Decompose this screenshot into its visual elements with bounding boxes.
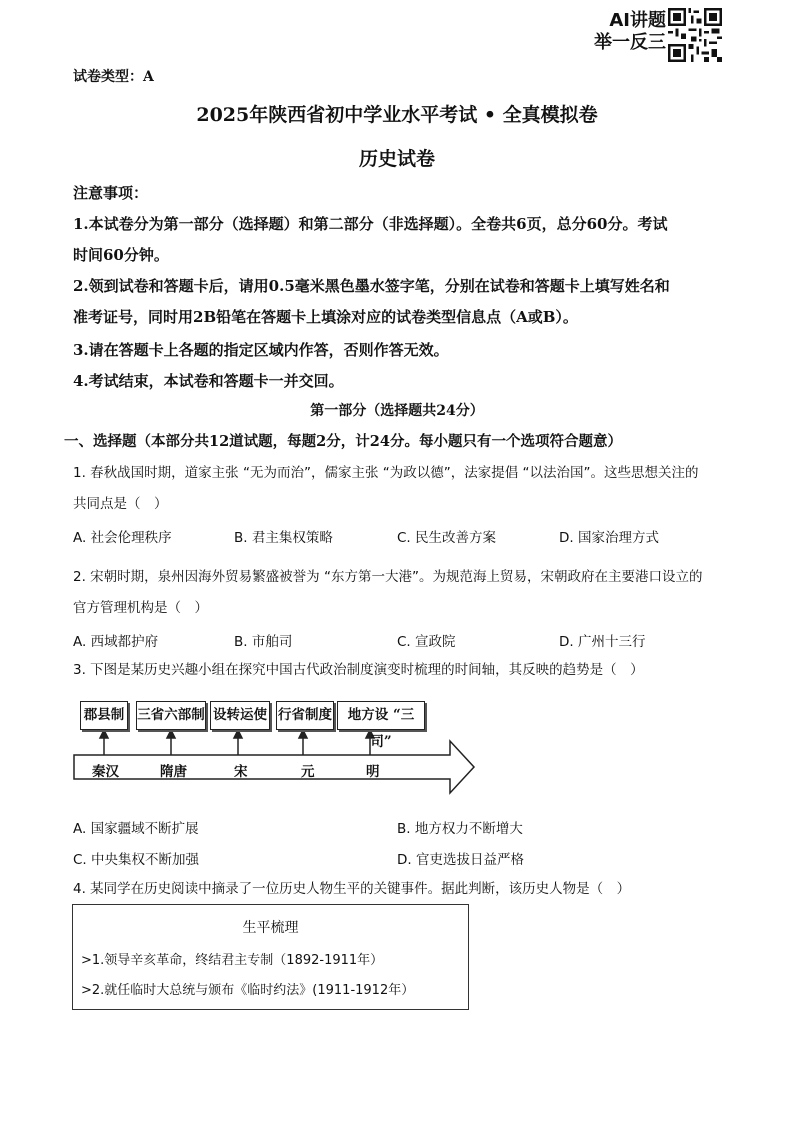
q2-option-d[interactable]: D. 广州十三行 [559,634,646,650]
timeline-era-suitang: 隋唐 [160,764,187,780]
notice-line: 时间60分钟。 [73,246,169,264]
q2-option-b[interactable]: B. 市舶司 [234,634,293,650]
badge-line1: AI讲题 [609,10,666,31]
q2-option-a[interactable]: A. 西域都护府 [73,634,159,650]
page-subtitle: 历史试卷 [358,148,435,170]
q3-option-b[interactable]: B. 地方权力不断增大 [397,821,523,837]
question-3-line: 3. 下图是某历史兴趣小组在探究中国古代政治制度演变时梳理的时间轴，其反映的趋势是（ ） [73,662,644,678]
timeline-box-transport-commissioner: 设转运使 [210,701,270,730]
question-2-line: 2. 宋朝时期，泉州因海外贸易繁盛被誉为 “东方第一大港”。为规范海上贸易，宋朝政府在主要港口设立的 [73,569,703,585]
notice-line: 准考证号，同时用2B铅笔在答题卡上填涂对应的试卷类型信息点（A或B）。 [73,308,578,326]
timeline-era-qinhan: 秦汉 [92,764,119,780]
question-1-line: 1. 春秋战国时期，道家主张 “无为而治”，儒家主张 “为政以德”，法家提倡 “以法治国”。这些思想关注的 [73,465,699,481]
timeline-box-province-system: 行省制度 [276,701,334,730]
timeline-era-yuan: 元 [301,764,315,780]
q1-option-d[interactable]: D. 国家治理方式 [559,530,659,546]
timeline-box-county-system: 郡县制 [80,701,128,730]
q2-option-c[interactable]: C. 宣政院 [397,634,456,650]
timeline-box-three-si: 地方设 “三司” [337,701,425,730]
part-heading: 第一部分（选择题共24分） [310,403,484,419]
question-1-line: 共同点是（ ） [73,496,168,512]
q1-option-c[interactable]: C. 民生改善方案 [397,530,497,546]
timeline-era-song: 宋 [234,764,248,780]
timeline-era-ming: 明 [366,764,380,780]
page-title: 2025年陕西省初中学业水平考试 • 全真模拟卷 [196,104,598,126]
timeline-diagram [70,697,490,801]
biography-box [72,904,469,1010]
notice-line: 2.领到试卷和答题卡后，请用0.5毫米黑色墨水签字笔，分别在试卷和答题卡上填写姓名和 [73,277,670,295]
biography-title: 生平梳理 [242,920,299,936]
q3-option-d[interactable]: D. 官吏选拔日益严格 [397,852,524,868]
biography-item: >1.领导辛亥革命，终结君主专制（1892-1911年） [81,953,384,968]
section-heading: 一、选择题（本部分共12道试题，每题2分，计24分。每小题只有一个选项符合题意） [64,433,622,450]
ai-badge [592,10,666,54]
notice-line: 1.本试卷分为第一部分（选择题）和第二部分（非选择题）。全卷共6页，总分60分。考试 [73,215,668,233]
q3-option-a[interactable]: A. 国家疆域不断扩展 [73,821,199,837]
question-2-line: 官方管理机构是（ ） [73,600,208,616]
q3-option-c[interactable]: C. 中央集权不断加强 [73,852,200,868]
q1-option-b[interactable]: B. 君主集权策略 [234,530,333,546]
biography-item: >2.就任临时大总统与颁布《临时约法》(1911-1912年） [81,983,415,998]
notice-line: 3.请在答题卡上各题的指定区域内作答，否则作答无效。 [73,341,449,359]
qr-code-icon[interactable] [668,8,722,62]
timeline-box-three-departments: 三省六部制 [136,701,206,730]
q1-option-a[interactable]: A. 社会伦理秩序 [73,530,172,546]
paper-type: 试卷类型：A [73,69,154,85]
notice-line: 4.考试结束，本试卷和答题卡一并交回。 [73,372,344,390]
notice-heading: 注意事项： [73,184,149,202]
badge-line2: 举一反三 [594,32,666,53]
question-4-line: 4. 某同学在历史阅读中摘录了一位历史人物生平的关键事件。据此判断，该历史人物是（ ） [73,881,631,897]
